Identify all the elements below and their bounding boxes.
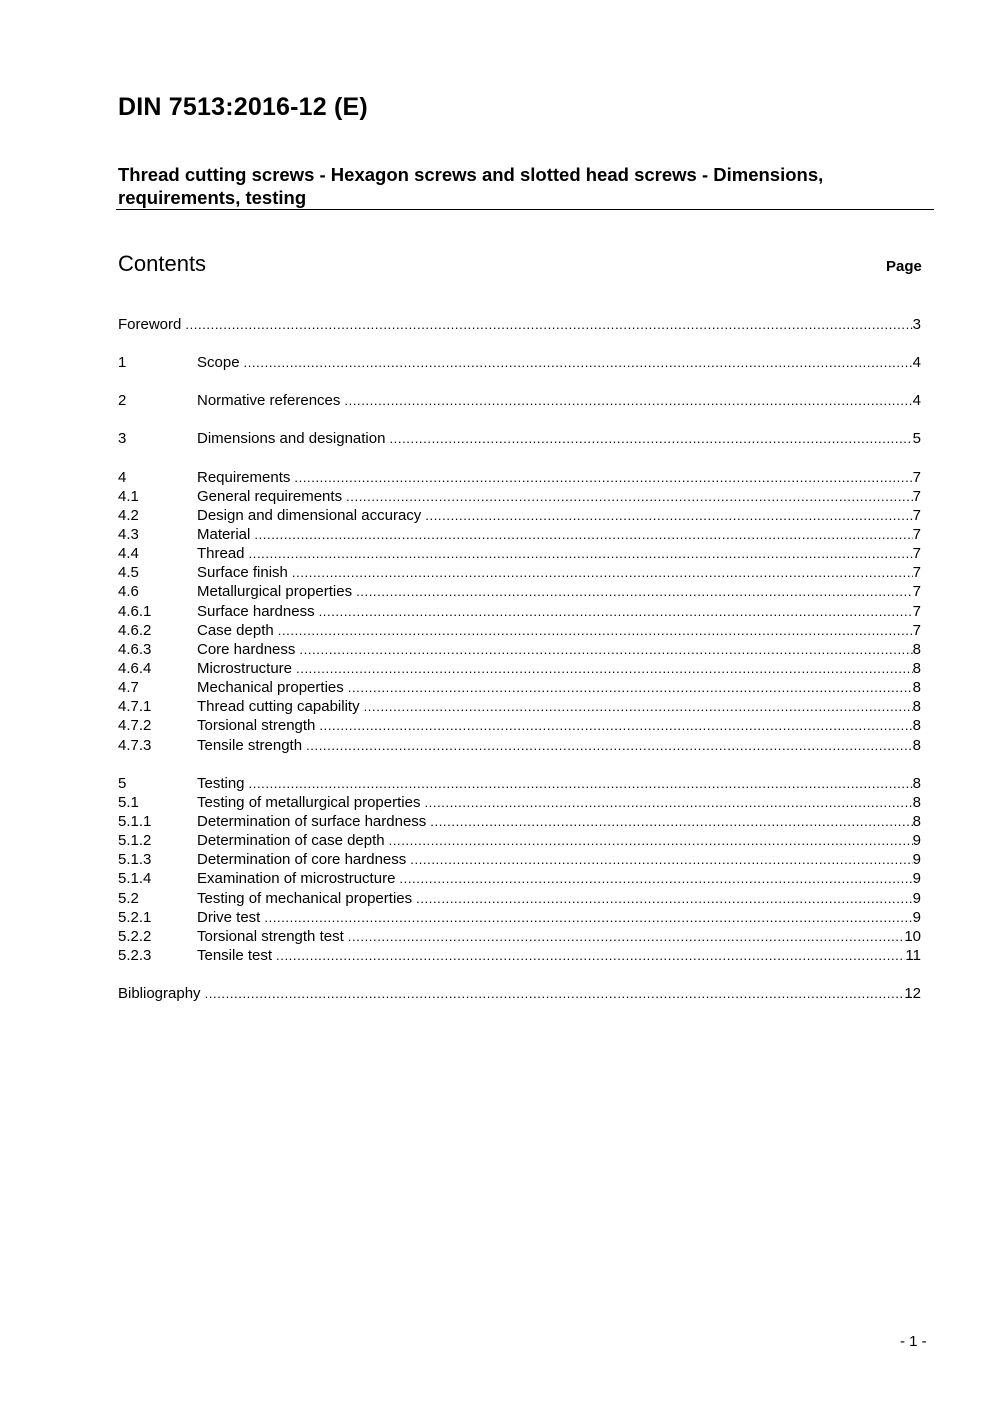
toc-leader [344, 391, 912, 410]
toc-entry[interactable] [118, 353, 921, 372]
toc-leader [399, 869, 912, 888]
toc-entry-number: 5.1 [118, 793, 139, 811]
toc-entry-number: 5.1.3 [118, 851, 152, 869]
page-number-footer: - 1 - [900, 1333, 927, 1350]
toc-entry[interactable] [118, 506, 921, 525]
page-column-heading: Page [886, 258, 922, 275]
toc-entry-number: 4.5 [118, 564, 139, 582]
toc-entry-label: Scope [197, 354, 240, 372]
toc-entry-page: 8 [912, 659, 921, 677]
toc-entry-label: Core hardness [197, 640, 296, 658]
toc-entry-label: Torsional strength test [197, 927, 344, 945]
toc-entry-label: Tensile strength [197, 736, 303, 754]
toc-leader [294, 468, 912, 487]
toc-entry-label: Metallurgical properties [197, 583, 353, 601]
toc-entry[interactable] [118, 659, 921, 678]
toc-entry-label: Torsional strength [197, 717, 316, 735]
toc-entry[interactable] [118, 582, 921, 601]
toc-entry-number: 5.1.2 [118, 832, 152, 850]
toc-entry-number: 4.6.2 [118, 621, 152, 639]
toc-entry-page: 4 [912, 354, 921, 372]
toc-leader [306, 736, 913, 755]
toc-entry-page: 12 [904, 985, 921, 1003]
toc-entry-page: 7 [912, 468, 921, 486]
toc-entry-page: 10 [904, 927, 921, 945]
toc-entry-page: 9 [912, 908, 921, 926]
toc-entry-number: 5 [118, 774, 127, 792]
toc-entry-page: 8 [912, 736, 921, 754]
toc-entry-number: 4 [118, 468, 127, 486]
toc-entry-number: 5.2.2 [118, 927, 152, 945]
toc-leader [296, 659, 913, 678]
toc-entry[interactable] [118, 563, 921, 582]
toc-entry[interactable] [118, 793, 921, 812]
toc-entry-page: 8 [912, 812, 921, 830]
toc-leader [416, 889, 913, 908]
toc-leader [348, 927, 905, 946]
toc-leader [389, 831, 913, 850]
table-of-contents [118, 315, 921, 1003]
toc-leader [424, 793, 912, 812]
toc-entry-page: 7 [912, 602, 921, 620]
toc-leader [356, 582, 913, 601]
toc-leader [254, 525, 912, 544]
toc-entry-page: 9 [912, 832, 921, 850]
toc-entry-number: 5.1.1 [118, 812, 152, 830]
toc-entry[interactable] [118, 602, 921, 621]
toc-leader [264, 908, 912, 927]
toc-entry[interactable] [118, 525, 921, 544]
toc-leader [319, 716, 912, 735]
toc-entry-label: General requirements [197, 487, 343, 505]
toc-entry[interactable] [118, 429, 921, 448]
toc-entry-page: 8 [912, 698, 921, 716]
toc-entry-page: 3 [912, 316, 921, 333]
toc-leader [205, 984, 905, 1003]
toc-entry-label: Bibliography [118, 985, 201, 1003]
toc-entry-page: 7 [912, 506, 921, 524]
toc-leader [249, 544, 913, 563]
toc-entry[interactable] [118, 946, 921, 965]
toc-entry-number: 5.2 [118, 889, 139, 907]
toc-leader [410, 850, 912, 869]
toc-leader [299, 640, 912, 659]
toc-leader [346, 487, 913, 506]
toc-entry-label: Foreword [118, 316, 182, 333]
toc-entry-label: Examination of microstructure [197, 870, 396, 888]
toc-entry-page: 4 [912, 392, 921, 410]
toc-entry-page: 8 [912, 640, 921, 658]
toc-entry[interactable] [118, 678, 921, 697]
toc-leader [319, 602, 913, 621]
toc-entry-number: 4.1 [118, 487, 139, 505]
toc-entry-page: 7 [912, 487, 921, 505]
toc-entry-label: Thread [197, 545, 245, 563]
toc-entry-page: 8 [912, 774, 921, 792]
toc-entry-page: 7 [912, 545, 921, 563]
toc-entry-label: Dimensions and designation [197, 430, 386, 448]
toc-entry-label: Determination of core hardness [197, 851, 407, 869]
toc-entry-number: 4.7.1 [118, 698, 152, 716]
toc-entry-label: Drive test [197, 908, 261, 926]
toc-entry-page: 9 [912, 851, 921, 869]
toc-entry-number: 4.3 [118, 525, 139, 543]
toc-entry-label: Testing of mechanical properties [197, 889, 413, 907]
toc-entry[interactable] [118, 468, 921, 487]
toc-entry[interactable] [118, 831, 921, 850]
toc-entry-page: 9 [912, 870, 921, 888]
toc-entry-page: 7 [912, 583, 921, 601]
toc-entry-label: Determination of surface hardness [197, 812, 427, 830]
toc-entry[interactable] [118, 315, 921, 334]
toc-entry[interactable] [118, 869, 921, 888]
toc-entry[interactable] [118, 544, 921, 563]
toc-entry[interactable] [118, 487, 921, 506]
toc-entry-number: 4.7.2 [118, 717, 152, 735]
toc-entry[interactable] [118, 391, 921, 410]
toc-entry-label: Surface hardness [197, 602, 315, 620]
toc-entry-page: 7 [912, 525, 921, 543]
toc-entry-page: 8 [912, 793, 921, 811]
toc-entry-page: 8 [912, 679, 921, 697]
contents-heading: Contents [118, 251, 207, 276]
toc-entry[interactable] [118, 889, 921, 908]
toc-entry-label: Testing of metallurgical properties [197, 793, 421, 811]
document-title: Thread cutting screws - Hexagon screws and slotted head screws - Dimensions, requirements, testing [118, 164, 824, 208]
toc-entry-number: 4.2 [118, 506, 139, 524]
toc-entry[interactable] [118, 812, 921, 831]
toc-entry-number: 4.6 [118, 583, 139, 601]
toc-leader [278, 621, 913, 640]
toc-entry-label: Design and dimensional accuracy [197, 506, 422, 524]
toc-leader [244, 353, 913, 372]
toc-entry-label: Case depth [197, 621, 274, 639]
toc-entry-number: 4.4 [118, 545, 139, 563]
toc-entry-label: Requirements [197, 468, 291, 486]
toc-entry[interactable] [118, 850, 921, 869]
toc-entry-number: 2 [118, 392, 127, 410]
toc-leader [348, 678, 913, 697]
toc-leader [249, 774, 913, 793]
toc-leader [389, 429, 912, 448]
toc-entry-page: 7 [912, 564, 921, 582]
toc-entry[interactable] [118, 716, 921, 735]
toc-entry-number: 4.6.1 [118, 602, 152, 620]
toc-entry[interactable] [118, 774, 921, 793]
toc-leader [430, 812, 912, 831]
toc-entry-label: Normative references [197, 392, 341, 410]
title-rule [116, 209, 934, 210]
toc-entry-label: Microstructure [197, 659, 293, 677]
toc-entry-page: 7 [912, 621, 921, 639]
toc-entry-number: 5.2.3 [118, 946, 152, 964]
toc-entry-label: Tensile test [197, 946, 273, 964]
toc-entry[interactable] [118, 984, 921, 1003]
toc-entry-number: 4.7.3 [118, 736, 152, 754]
toc-entry-page: 8 [912, 717, 921, 735]
toc-entry-label: Surface finish [197, 564, 288, 582]
toc-entry[interactable] [118, 697, 921, 716]
toc-entry-page: 11 [905, 946, 921, 964]
toc-entry-page: 9 [912, 889, 921, 907]
toc-entry-number: 1 [118, 354, 127, 372]
toc-entry-number: 4.6.4 [118, 659, 152, 677]
toc-entry-label: Material [197, 525, 251, 543]
toc-entry-number: 5.1.4 [118, 870, 152, 888]
toc-leader [425, 506, 912, 525]
toc-entry-number: 4.6.3 [118, 640, 152, 658]
toc-entry-label: Testing [197, 774, 245, 792]
toc-entry-number: 4.7 [118, 679, 139, 697]
toc-leader [292, 563, 913, 582]
toc-entry[interactable] [118, 621, 921, 640]
toc-entry-page: 5 [912, 430, 921, 448]
toc-leader [185, 315, 912, 334]
toc-entry-label: Mechanical properties [197, 679, 344, 697]
toc-entry[interactable] [118, 908, 921, 927]
toc-entry[interactable] [118, 927, 921, 946]
document-id: DIN 7513:2016-12 (E) [118, 93, 368, 121]
toc-entry[interactable] [118, 736, 921, 755]
toc-entry-label: Determination of case depth [197, 832, 385, 850]
toc-entry-number: 5.2.1 [118, 908, 152, 926]
toc-entry[interactable] [118, 640, 921, 659]
toc-leader [364, 697, 913, 716]
toc-entry-number: 3 [118, 430, 127, 448]
toc-leader [276, 946, 905, 965]
toc-entry-label: Thread cutting capability [197, 698, 360, 716]
